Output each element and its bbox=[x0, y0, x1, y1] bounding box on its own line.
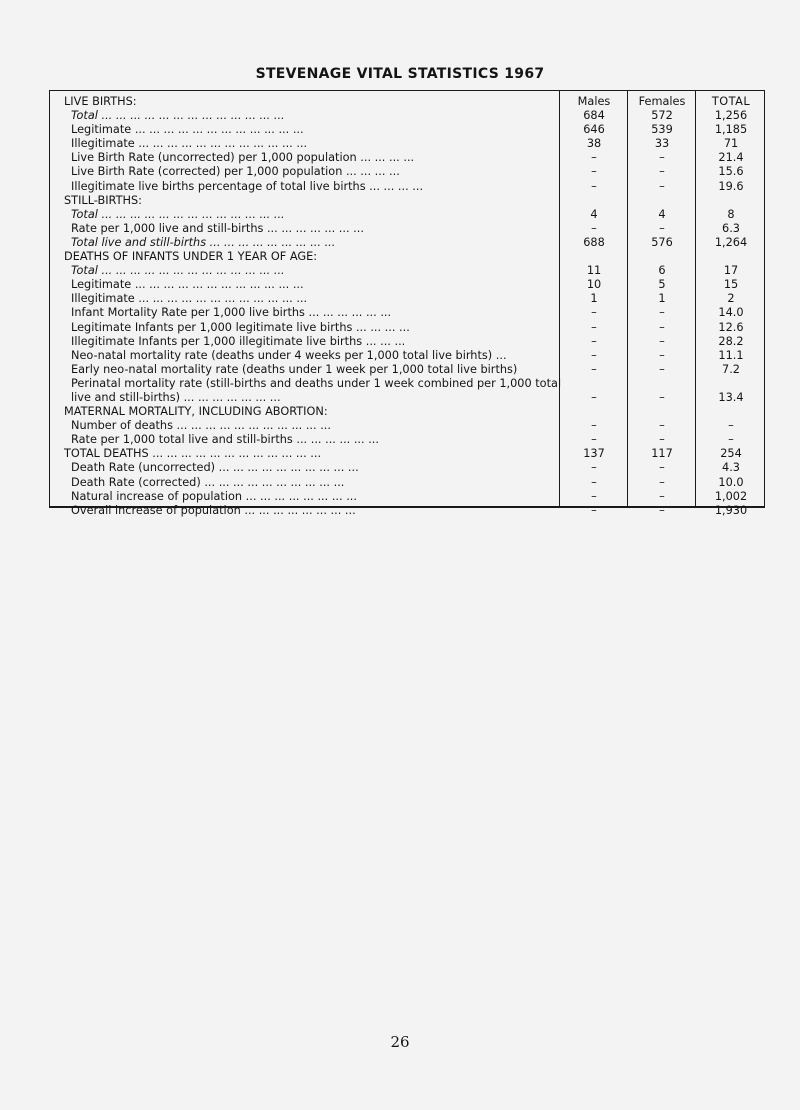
females-value: – bbox=[659, 221, 665, 235]
males-value: – bbox=[591, 489, 597, 503]
males-value: – bbox=[591, 306, 597, 320]
table-row bbox=[50, 278, 764, 292]
males-value: – bbox=[591, 362, 597, 376]
males-value: 684 bbox=[583, 109, 605, 123]
total-value: 4.3 bbox=[722, 461, 740, 475]
row-label: Illegitimate ... ... ... ... ... ... ... ... ... ... ... ... bbox=[71, 292, 308, 306]
table-row bbox=[50, 109, 764, 123]
females-value: 4 bbox=[658, 207, 666, 221]
males-value: – bbox=[591, 179, 597, 193]
males-value: – bbox=[591, 433, 597, 447]
females-value: – bbox=[659, 433, 665, 447]
females-value: 5 bbox=[658, 278, 666, 292]
females-value: – bbox=[659, 348, 665, 362]
vital-statistics-table bbox=[49, 90, 765, 517]
total-value: 254 bbox=[720, 447, 742, 461]
table-row bbox=[50, 363, 764, 377]
row-label: MATERNAL MORTALITY, INCLUDING ABORTION: bbox=[64, 405, 328, 419]
total-value: 28.2 bbox=[718, 334, 744, 348]
females-value: – bbox=[659, 419, 665, 433]
table-row bbox=[50, 137, 764, 151]
males-value: 137 bbox=[583, 447, 605, 461]
table-row bbox=[50, 321, 764, 335]
row-label: Total ... ... ... ... ... ... ... ... ... ... ... ... ... bbox=[71, 207, 285, 221]
table-row bbox=[50, 306, 764, 320]
total-value: 14.0 bbox=[718, 306, 744, 320]
row-label: Illegitimate Infants per 1,000 illegitimate live births ... ... ... bbox=[71, 334, 406, 348]
table-row bbox=[50, 180, 764, 194]
females-value: 572 bbox=[651, 109, 673, 123]
females-value: – bbox=[659, 151, 665, 165]
row-label: Total ... ... ... ... ... ... ... ... ... ... ... ... ... bbox=[71, 109, 285, 123]
females-value: – bbox=[659, 489, 665, 503]
row-label: Legitimate ... ... ... ... ... ... ... ... ... ... ... ... bbox=[71, 123, 304, 137]
total-value: 12.6 bbox=[718, 320, 744, 334]
males-value: 688 bbox=[583, 235, 605, 249]
table-row bbox=[50, 151, 764, 165]
total-value: 21.4 bbox=[718, 151, 744, 165]
column-header-males: Males bbox=[577, 95, 611, 108]
males-value: – bbox=[591, 334, 597, 348]
table-row bbox=[50, 405, 764, 419]
females-value: 1 bbox=[658, 292, 666, 306]
females-value: 539 bbox=[651, 123, 673, 137]
table-row bbox=[50, 433, 764, 447]
table-row bbox=[50, 476, 764, 490]
females-value: 6 bbox=[658, 264, 666, 278]
row-label: Live Birth Rate (uncorrected) per 1,000 population ... ... ... ... bbox=[71, 151, 415, 165]
table-row bbox=[50, 292, 764, 306]
females-value: – bbox=[659, 475, 665, 489]
table-row bbox=[50, 447, 764, 461]
page-title: STEVENAGE VITAL STATISTICS 1967 bbox=[255, 66, 545, 82]
row-label: Overall increase of population ... ... ... ... ... ... ... ... bbox=[71, 503, 356, 517]
table-row bbox=[50, 222, 764, 236]
column-header-females: Females bbox=[638, 95, 686, 108]
table-row bbox=[50, 250, 764, 264]
males-value: – bbox=[591, 461, 597, 475]
females-value: – bbox=[659, 334, 665, 348]
row-label: Early neo-natal mortality rate (deaths under 1 week per 1,000 total live births) bbox=[71, 362, 518, 376]
males-value: 4 bbox=[590, 207, 598, 221]
total-value: 13.4 bbox=[718, 390, 744, 404]
row-label: TOTAL DEATHS ... ... ... ... ... ... ... ... ... ... ... ... bbox=[64, 447, 322, 461]
males-value: – bbox=[591, 320, 597, 334]
total-value: – bbox=[728, 419, 734, 433]
row-label: DEATHS OF INFANTS UNDER 1 YEAR OF AGE: bbox=[64, 250, 318, 264]
males-value: – bbox=[591, 390, 597, 404]
total-value: – bbox=[728, 433, 734, 447]
females-value: – bbox=[659, 461, 665, 475]
row-label: LIVE BIRTHS: bbox=[64, 95, 137, 108]
table-row bbox=[50, 123, 764, 137]
table-rows bbox=[50, 95, 764, 518]
females-value: 117 bbox=[651, 447, 673, 461]
table-row bbox=[50, 208, 764, 222]
total-value: 1,256 bbox=[714, 109, 748, 123]
males-value: – bbox=[591, 348, 597, 362]
row-label: Illegitimate live births percentage of total live births ... ... ... ... bbox=[71, 179, 424, 193]
column-header-total: TOTAL bbox=[711, 95, 751, 108]
table-row bbox=[50, 335, 764, 349]
total-value: 1,185 bbox=[714, 123, 748, 137]
total-value: 15.6 bbox=[718, 165, 744, 179]
table-row bbox=[50, 95, 764, 109]
row-label: Neo-natal mortality rate (deaths under 4 weeks per 1,000 total live birhts) ... bbox=[71, 348, 507, 362]
table-row bbox=[50, 264, 764, 278]
females-value: – bbox=[659, 390, 665, 404]
males-value: – bbox=[591, 221, 597, 235]
males-value: – bbox=[591, 151, 597, 165]
males-value: 10 bbox=[586, 278, 602, 292]
females-value: – bbox=[659, 179, 665, 193]
females-value: – bbox=[659, 503, 665, 517]
table-row bbox=[50, 419, 764, 433]
total-value: 1,930 bbox=[714, 503, 748, 517]
row-label: STILL-BIRTHS: bbox=[64, 193, 142, 207]
females-value: – bbox=[659, 362, 665, 376]
table-row bbox=[50, 349, 764, 363]
row-label: Total live and still-births ... ... ... ... ... ... ... ... ... bbox=[71, 235, 336, 249]
row-label: Total ... ... ... ... ... ... ... ... ... ... ... ... ... bbox=[71, 264, 285, 278]
row-label: Death Rate (corrected) ... ... ... ... ... ... ... ... ... ... bbox=[71, 475, 345, 489]
table-row bbox=[50, 377, 764, 405]
table-row bbox=[50, 504, 764, 518]
males-value: – bbox=[591, 475, 597, 489]
table-row bbox=[50, 194, 764, 208]
total-value: 17 bbox=[723, 264, 739, 278]
total-value: 15 bbox=[723, 278, 739, 292]
row-label: Infant Mortality Rate per 1,000 live births ... ... ... ... ... ... bbox=[71, 306, 392, 320]
row-label: Illegitimate ... ... ... ... ... ... ... ... ... ... ... ... bbox=[71, 137, 308, 151]
females-value: 576 bbox=[651, 235, 673, 249]
total-value: 8 bbox=[727, 207, 735, 221]
females-value: 33 bbox=[654, 137, 670, 151]
total-value: 6.3 bbox=[722, 221, 740, 235]
row-label: Legitimate Infants per 1,000 legitimate live births ... ... ... ... bbox=[71, 320, 410, 334]
males-value: – bbox=[591, 419, 597, 433]
table-row bbox=[50, 236, 764, 250]
total-value: 1,264 bbox=[714, 235, 748, 249]
table-row bbox=[50, 461, 764, 475]
row-label: Rate per 1,000 live and still-births ... ... ... ... ... ... ... bbox=[71, 221, 364, 235]
row-label: Perinatal mortality rate (still-births and deaths under 1 week combined per 1,000 total live and still-births) ... ... ... ... ... ... ... bbox=[71, 376, 562, 404]
males-value: 646 bbox=[583, 123, 605, 137]
total-value: 10.0 bbox=[718, 475, 744, 489]
males-value: 11 bbox=[586, 264, 602, 278]
males-value: 1 bbox=[590, 292, 598, 306]
total-value: 71 bbox=[723, 137, 739, 151]
row-label: Rate per 1,000 total live and still-births ... ... ... ... ... ... bbox=[71, 433, 379, 447]
row-label: Legitimate ... ... ... ... ... ... ... ... ... ... ... ... bbox=[71, 278, 304, 292]
row-label: Number of deaths ... ... ... ... ... ... ... ... ... ... ... bbox=[71, 419, 331, 433]
table-row bbox=[50, 165, 764, 179]
row-label: Death Rate (uncorrected) ... ... ... ... ... ... ... ... ... ... bbox=[71, 461, 359, 475]
females-value: – bbox=[659, 320, 665, 334]
total-value: 1,002 bbox=[714, 489, 748, 503]
total-value: 11.1 bbox=[718, 348, 744, 362]
females-value: – bbox=[659, 306, 665, 320]
table-row bbox=[50, 490, 764, 504]
page-number: 26 bbox=[390, 1033, 410, 1051]
males-value: – bbox=[591, 503, 597, 517]
row-label: Natural increase of population ... ... ... ... ... ... ... ... bbox=[71, 489, 357, 503]
females-value: – bbox=[659, 165, 665, 179]
total-value: 19.6 bbox=[718, 179, 744, 193]
total-value: 7.2 bbox=[722, 362, 740, 376]
row-label: Live Birth Rate (corrected) per 1,000 population ... ... ... ... bbox=[71, 165, 400, 179]
total-value: 2 bbox=[727, 292, 735, 306]
males-value: 38 bbox=[586, 137, 602, 151]
males-value: – bbox=[591, 165, 597, 179]
